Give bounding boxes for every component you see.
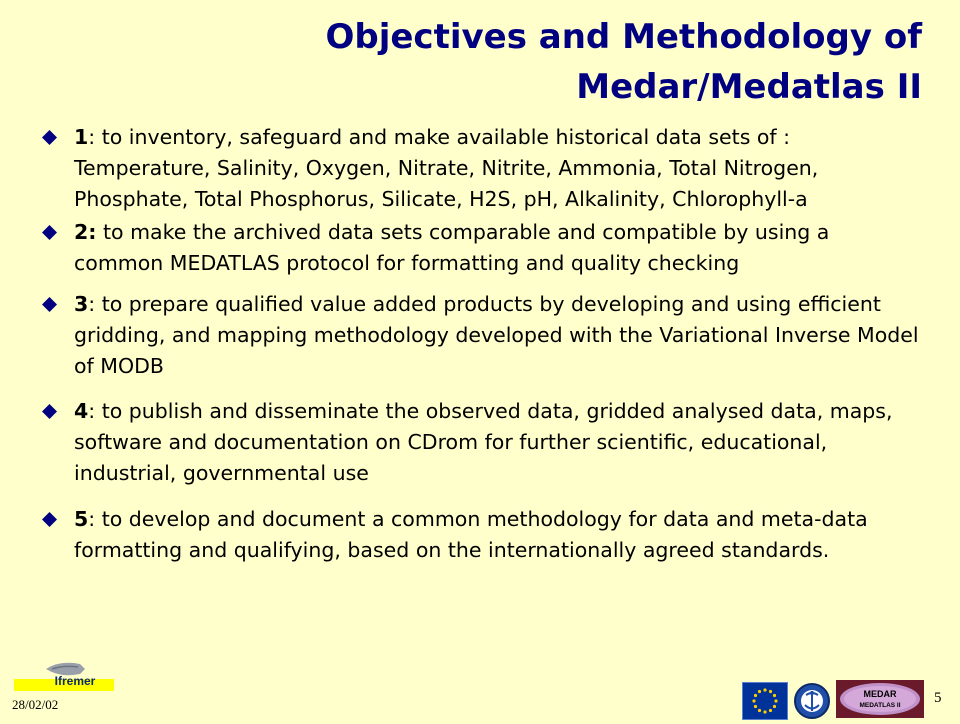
objective-number: 1 [74, 125, 89, 149]
diamond-bullet-icon [42, 217, 74, 240]
ifremer-logo [14, 660, 114, 692]
objective-text: : to develop and document a common methodology for data and meta-data formatting and qualifying, based on the internationally agreed standards. [74, 507, 868, 562]
medar-logo-top-text: MEDAR [863, 689, 897, 699]
objective-text: : to prepare qualified value added products by developing and using efficient gridding, and mapping methodology developed with the Variational Inverse Model of MODB [74, 292, 919, 378]
objective-number: 3 [74, 292, 89, 316]
eu-flag-icon [742, 682, 788, 720]
objectives-list [42, 122, 922, 566]
title-line-1: Objectives and Methodology of [325, 17, 922, 57]
objective-item-2 [42, 217, 922, 279]
objective-item-3 [42, 289, 922, 382]
objective-item-1 [42, 122, 922, 215]
diamond-bullet-icon [42, 396, 74, 419]
objective-text: : to publish and disseminate the observed data, gridded analysed data, maps, software and documentation on CDrom for further scientific, educational, industrial, governmental use [74, 399, 893, 485]
title-line-2: Medar/Medatlas II [576, 67, 922, 107]
slide-date: 28/02/02 [12, 697, 59, 712]
objective-text: : to inventory, safeguard and make available historical data sets of : Temperature, Salinity, Oxygen, Nitrate, Nitrite, Ammonia, Total Nitrogen, Phosphate, Total Phosphorus, Silicate, H2S, pH, Alkalinity, Chlorophyll-a [74, 125, 819, 211]
medar-logo-bottom-text: MEDATLAS II [859, 702, 901, 709]
medar-medatlas-logo [836, 680, 924, 718]
ifremer-label: Ifremer [54, 674, 96, 688]
diamond-bullet-icon [42, 122, 74, 145]
intergovernmental-seal-icon [792, 682, 832, 720]
slide-title [162, 12, 922, 112]
objective-number: 5 [74, 507, 89, 531]
objective-item-4 [42, 396, 922, 489]
page-number: 5 [934, 690, 942, 706]
objective-number: 4 [74, 399, 89, 423]
diamond-bullet-icon [42, 504, 74, 527]
objective-number: 2: [74, 220, 97, 244]
diamond-bullet-icon [42, 289, 74, 312]
objective-item-5 [42, 504, 922, 566]
objective-text: to make the archived data sets comparable and compatible by using a common MEDATLAS protocol for formatting and quality checking [74, 220, 830, 275]
